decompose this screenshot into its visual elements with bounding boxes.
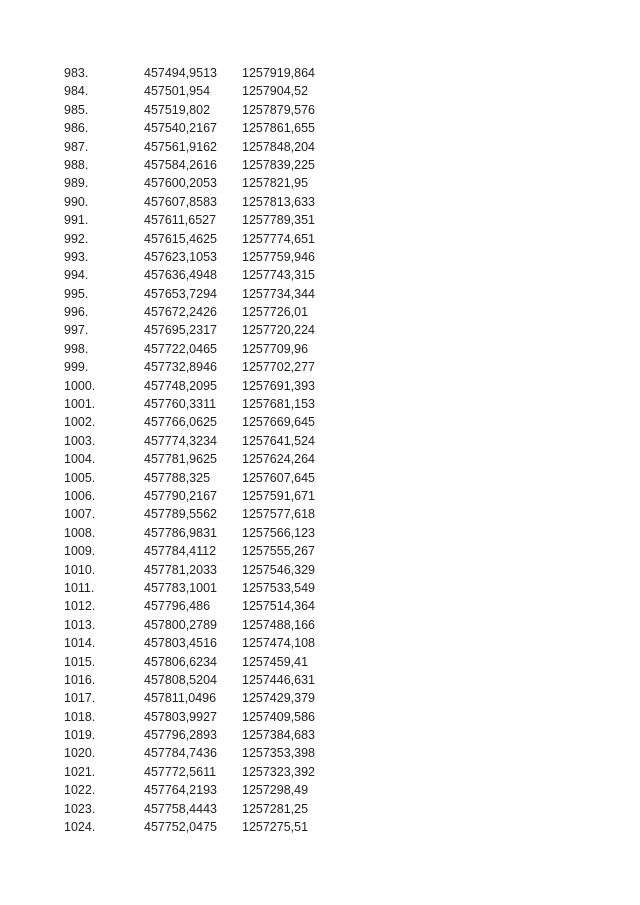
y-coordinate-cell: 1257848,204 bbox=[242, 139, 315, 154]
y-coordinate-cell: 1257691,393 bbox=[242, 378, 315, 393]
x-coordinate-cell: 457781,9625 bbox=[144, 452, 217, 467]
y-coordinate-cell: 1257353,398 bbox=[242, 746, 315, 761]
y-coordinate-cell: 1257839,225 bbox=[242, 157, 315, 172]
x-coordinate-cell: 457760,3311 bbox=[144, 397, 217, 412]
point-number-cell: 1010. bbox=[64, 562, 96, 577]
x-coordinate-cell: 457774,3234 bbox=[144, 433, 217, 448]
point-number-cell: 1015. bbox=[64, 654, 96, 669]
point-number-cell: 1014. bbox=[64, 636, 96, 651]
y-coordinate-cell: 1257323,392 bbox=[242, 764, 315, 779]
point-number-cell: 1023. bbox=[64, 801, 96, 816]
point-number-cell: 1011. bbox=[64, 580, 95, 595]
point-number-cell: 1020. bbox=[64, 746, 96, 761]
point-number-cell: 1021. bbox=[64, 764, 96, 779]
x-coordinate-cell: 457796,2893 bbox=[144, 728, 217, 743]
point-number-cell: 997. bbox=[64, 323, 89, 338]
x-coordinate-cell: 457672,2426 bbox=[144, 305, 217, 320]
y-coordinate-cell: 1257861,655 bbox=[242, 121, 315, 136]
x-coordinate-cell: 457501,954 bbox=[144, 84, 211, 99]
y-coordinate-cell: 1257488,166 bbox=[242, 617, 315, 632]
x-coordinate-cell: 457519,802 bbox=[144, 102, 211, 117]
y-coordinate-cell: 1257759,946 bbox=[242, 249, 315, 264]
x-coordinate-cell: 457752,0475 bbox=[144, 820, 217, 835]
x-coordinate-cell: 457796,486 bbox=[144, 599, 211, 614]
x-coordinate-cell: 457584,2616 bbox=[144, 157, 217, 172]
point-number-cell: 1018. bbox=[64, 709, 96, 724]
y-coordinate-cell: 1257459,41 bbox=[242, 654, 309, 669]
x-coordinate-cell: 457722,0465 bbox=[144, 341, 217, 356]
point-number-cell: 1022. bbox=[64, 783, 96, 798]
table-row bbox=[64, 101, 342, 119]
point-number-cell: 987. bbox=[64, 139, 89, 154]
y-coordinate-cell: 1257743,315 bbox=[242, 268, 315, 283]
x-coordinate-cell: 457758,4443 bbox=[144, 801, 217, 816]
point-number-cell: 1017. bbox=[64, 691, 96, 706]
x-coordinate-cell: 457784,4112 bbox=[144, 544, 217, 559]
table-row bbox=[64, 340, 342, 358]
point-number-cell: 1003. bbox=[64, 433, 96, 448]
table-row bbox=[64, 119, 342, 137]
table-row bbox=[64, 561, 342, 579]
table-row bbox=[64, 579, 342, 597]
y-coordinate-cell: 1257821,95 bbox=[242, 176, 309, 191]
table-row bbox=[64, 634, 342, 652]
point-number-cell: 984. bbox=[64, 84, 89, 99]
y-coordinate-cell: 1257555,267 bbox=[242, 544, 315, 559]
point-number-cell: 1016. bbox=[64, 672, 96, 687]
x-coordinate-cell: 457803,4516 bbox=[144, 636, 217, 651]
table-row bbox=[64, 689, 342, 707]
x-coordinate-cell: 457540,2167 bbox=[144, 121, 217, 136]
y-coordinate-cell: 1257474,108 bbox=[242, 636, 315, 651]
table-row bbox=[64, 321, 342, 339]
point-number-cell: 985. bbox=[64, 102, 89, 117]
x-coordinate-cell: 457600,2053 bbox=[144, 176, 217, 191]
table-row bbox=[64, 616, 342, 634]
y-coordinate-cell: 1257446,631 bbox=[242, 672, 315, 687]
y-coordinate-cell: 1257577,618 bbox=[242, 507, 315, 522]
y-coordinate-cell: 1257734,344 bbox=[242, 286, 315, 301]
x-coordinate-cell: 457790,2167 bbox=[144, 488, 217, 503]
y-coordinate-cell: 1257281,25 bbox=[242, 801, 309, 816]
x-coordinate-cell: 457615,4625 bbox=[144, 231, 217, 246]
point-number-cell: 1019. bbox=[64, 728, 96, 743]
table-row bbox=[64, 413, 342, 431]
table-row bbox=[64, 193, 342, 211]
table-row bbox=[64, 82, 342, 100]
point-number-cell: 995. bbox=[64, 286, 89, 301]
table-row bbox=[64, 358, 342, 376]
table-row bbox=[64, 138, 342, 156]
x-coordinate-cell: 457561,9162 bbox=[144, 139, 217, 154]
point-number-cell: 983. bbox=[64, 66, 89, 80]
x-coordinate-cell: 457808,5204 bbox=[144, 672, 217, 687]
y-coordinate-cell: 1257591,671 bbox=[242, 488, 315, 503]
y-coordinate-cell: 1257879,576 bbox=[242, 102, 315, 117]
x-coordinate-cell: 457732,8946 bbox=[144, 360, 217, 375]
point-number-cell: 1000. bbox=[64, 378, 96, 393]
point-number-cell: 989. bbox=[64, 176, 89, 191]
x-coordinate-cell: 457607,8583 bbox=[144, 194, 217, 209]
x-coordinate-cell: 457611,6527 bbox=[144, 213, 217, 228]
y-coordinate-cell: 1257429,379 bbox=[242, 691, 315, 706]
point-number-cell: 1009. bbox=[64, 544, 96, 559]
x-coordinate-cell: 457636,4948 bbox=[144, 268, 217, 283]
y-coordinate-cell: 1257607,645 bbox=[242, 470, 315, 485]
point-number-cell: 986. bbox=[64, 121, 89, 136]
table-row bbox=[64, 303, 342, 321]
point-number-cell: 1008. bbox=[64, 525, 96, 540]
point-number-cell: 1013. bbox=[64, 617, 96, 632]
point-number-cell: 1004. bbox=[64, 452, 96, 467]
y-coordinate-cell: 1257514,364 bbox=[242, 599, 315, 614]
x-coordinate-cell: 457788,325 bbox=[144, 470, 211, 485]
coordinate-table bbox=[64, 64, 342, 836]
y-coordinate-cell: 1257919,864 bbox=[242, 66, 315, 80]
table-row bbox=[64, 487, 342, 505]
point-number-cell: 992. bbox=[64, 231, 89, 246]
table-row bbox=[64, 597, 342, 615]
table-row bbox=[64, 266, 342, 284]
point-number-cell: 999. bbox=[64, 360, 89, 375]
y-coordinate-cell: 1257709,96 bbox=[242, 341, 309, 356]
y-coordinate-cell: 1257702,277 bbox=[242, 360, 315, 375]
x-coordinate-cell: 457764,2193 bbox=[144, 783, 217, 798]
point-number-cell: 1006. bbox=[64, 488, 96, 503]
point-number-cell: 994. bbox=[64, 268, 89, 283]
table-row bbox=[64, 469, 342, 487]
y-coordinate-cell: 1257298,49 bbox=[242, 783, 309, 798]
x-coordinate-cell: 457772,5611 bbox=[144, 764, 217, 779]
x-coordinate-cell: 457695,2317 bbox=[144, 323, 217, 338]
y-coordinate-cell: 1257681,153 bbox=[242, 397, 315, 412]
table-row bbox=[64, 726, 342, 744]
point-number-cell: 1001. bbox=[64, 397, 96, 412]
table-row bbox=[64, 505, 342, 523]
x-coordinate-cell: 457811,0496 bbox=[144, 691, 217, 706]
table-row bbox=[64, 174, 342, 192]
y-coordinate-cell: 1257409,586 bbox=[242, 709, 315, 724]
table-row bbox=[64, 800, 342, 818]
table-row bbox=[64, 156, 342, 174]
y-coordinate-cell: 1257789,351 bbox=[242, 213, 315, 228]
y-coordinate-cell: 1257720,224 bbox=[242, 323, 315, 338]
table-row bbox=[64, 395, 342, 413]
table-row bbox=[64, 744, 342, 762]
y-coordinate-cell: 1257669,645 bbox=[242, 415, 315, 430]
y-coordinate-cell: 1257566,123 bbox=[242, 525, 315, 540]
table-row bbox=[64, 230, 342, 248]
y-coordinate-cell: 1257774,651 bbox=[242, 231, 315, 246]
table-row bbox=[64, 781, 342, 799]
table-row bbox=[64, 432, 342, 450]
point-number-cell: 998. bbox=[64, 341, 89, 356]
y-coordinate-cell: 1257813,633 bbox=[242, 194, 315, 209]
point-number-cell: 1002. bbox=[64, 415, 96, 430]
x-coordinate-cell: 457800,2789 bbox=[144, 617, 217, 632]
table-row bbox=[64, 671, 342, 689]
point-number-cell: 1024. bbox=[64, 820, 96, 835]
x-coordinate-cell: 457783,1001 bbox=[144, 580, 217, 595]
point-number-cell: 990. bbox=[64, 194, 89, 209]
table-row bbox=[64, 377, 342, 395]
y-coordinate-cell: 1257624,264 bbox=[242, 452, 315, 467]
point-number-cell: 996. bbox=[64, 305, 89, 320]
point-number-cell: 1012. bbox=[64, 599, 96, 614]
table-row bbox=[64, 763, 342, 781]
point-number-cell: 991. bbox=[64, 213, 89, 228]
y-coordinate-cell: 1257384,683 bbox=[242, 728, 315, 743]
x-coordinate-cell: 457784,7436 bbox=[144, 746, 217, 761]
y-coordinate-cell: 1257533,549 bbox=[242, 580, 315, 595]
y-coordinate-cell: 1257546,329 bbox=[242, 562, 315, 577]
x-coordinate-cell: 457494,9513 bbox=[144, 66, 217, 80]
table-row bbox=[64, 708, 342, 726]
y-coordinate-cell: 1257641,524 bbox=[242, 433, 315, 448]
table-row bbox=[64, 524, 342, 542]
table-row bbox=[64, 211, 342, 229]
x-coordinate-cell: 457781,2033 bbox=[144, 562, 217, 577]
table-row bbox=[64, 542, 342, 560]
table-row bbox=[64, 653, 342, 671]
x-coordinate-cell: 457623,1053 bbox=[144, 249, 217, 264]
x-coordinate-cell: 457748,2095 bbox=[144, 378, 217, 393]
x-coordinate-cell: 457789,5562 bbox=[144, 507, 217, 522]
point-number-cell: 1005. bbox=[64, 470, 96, 485]
x-coordinate-cell: 457806,6234 bbox=[144, 654, 217, 669]
table-row bbox=[64, 248, 342, 266]
point-number-cell: 993. bbox=[64, 249, 89, 264]
point-number-cell: 1007. bbox=[64, 507, 96, 522]
table-row bbox=[64, 285, 342, 303]
x-coordinate-cell: 457766,0625 bbox=[144, 415, 217, 430]
table-row bbox=[64, 818, 342, 836]
y-coordinate-cell: 1257726,01 bbox=[242, 305, 309, 320]
x-coordinate-cell: 457786,9831 bbox=[144, 525, 217, 540]
table-row bbox=[64, 64, 342, 82]
x-coordinate-cell: 457653,7294 bbox=[144, 286, 217, 301]
y-coordinate-cell: 1257275,51 bbox=[242, 820, 309, 835]
x-coordinate-cell: 457803,9927 bbox=[144, 709, 217, 724]
point-number-cell: 988. bbox=[64, 157, 89, 172]
table-row bbox=[64, 450, 342, 468]
y-coordinate-cell: 1257904,52 bbox=[242, 84, 309, 99]
